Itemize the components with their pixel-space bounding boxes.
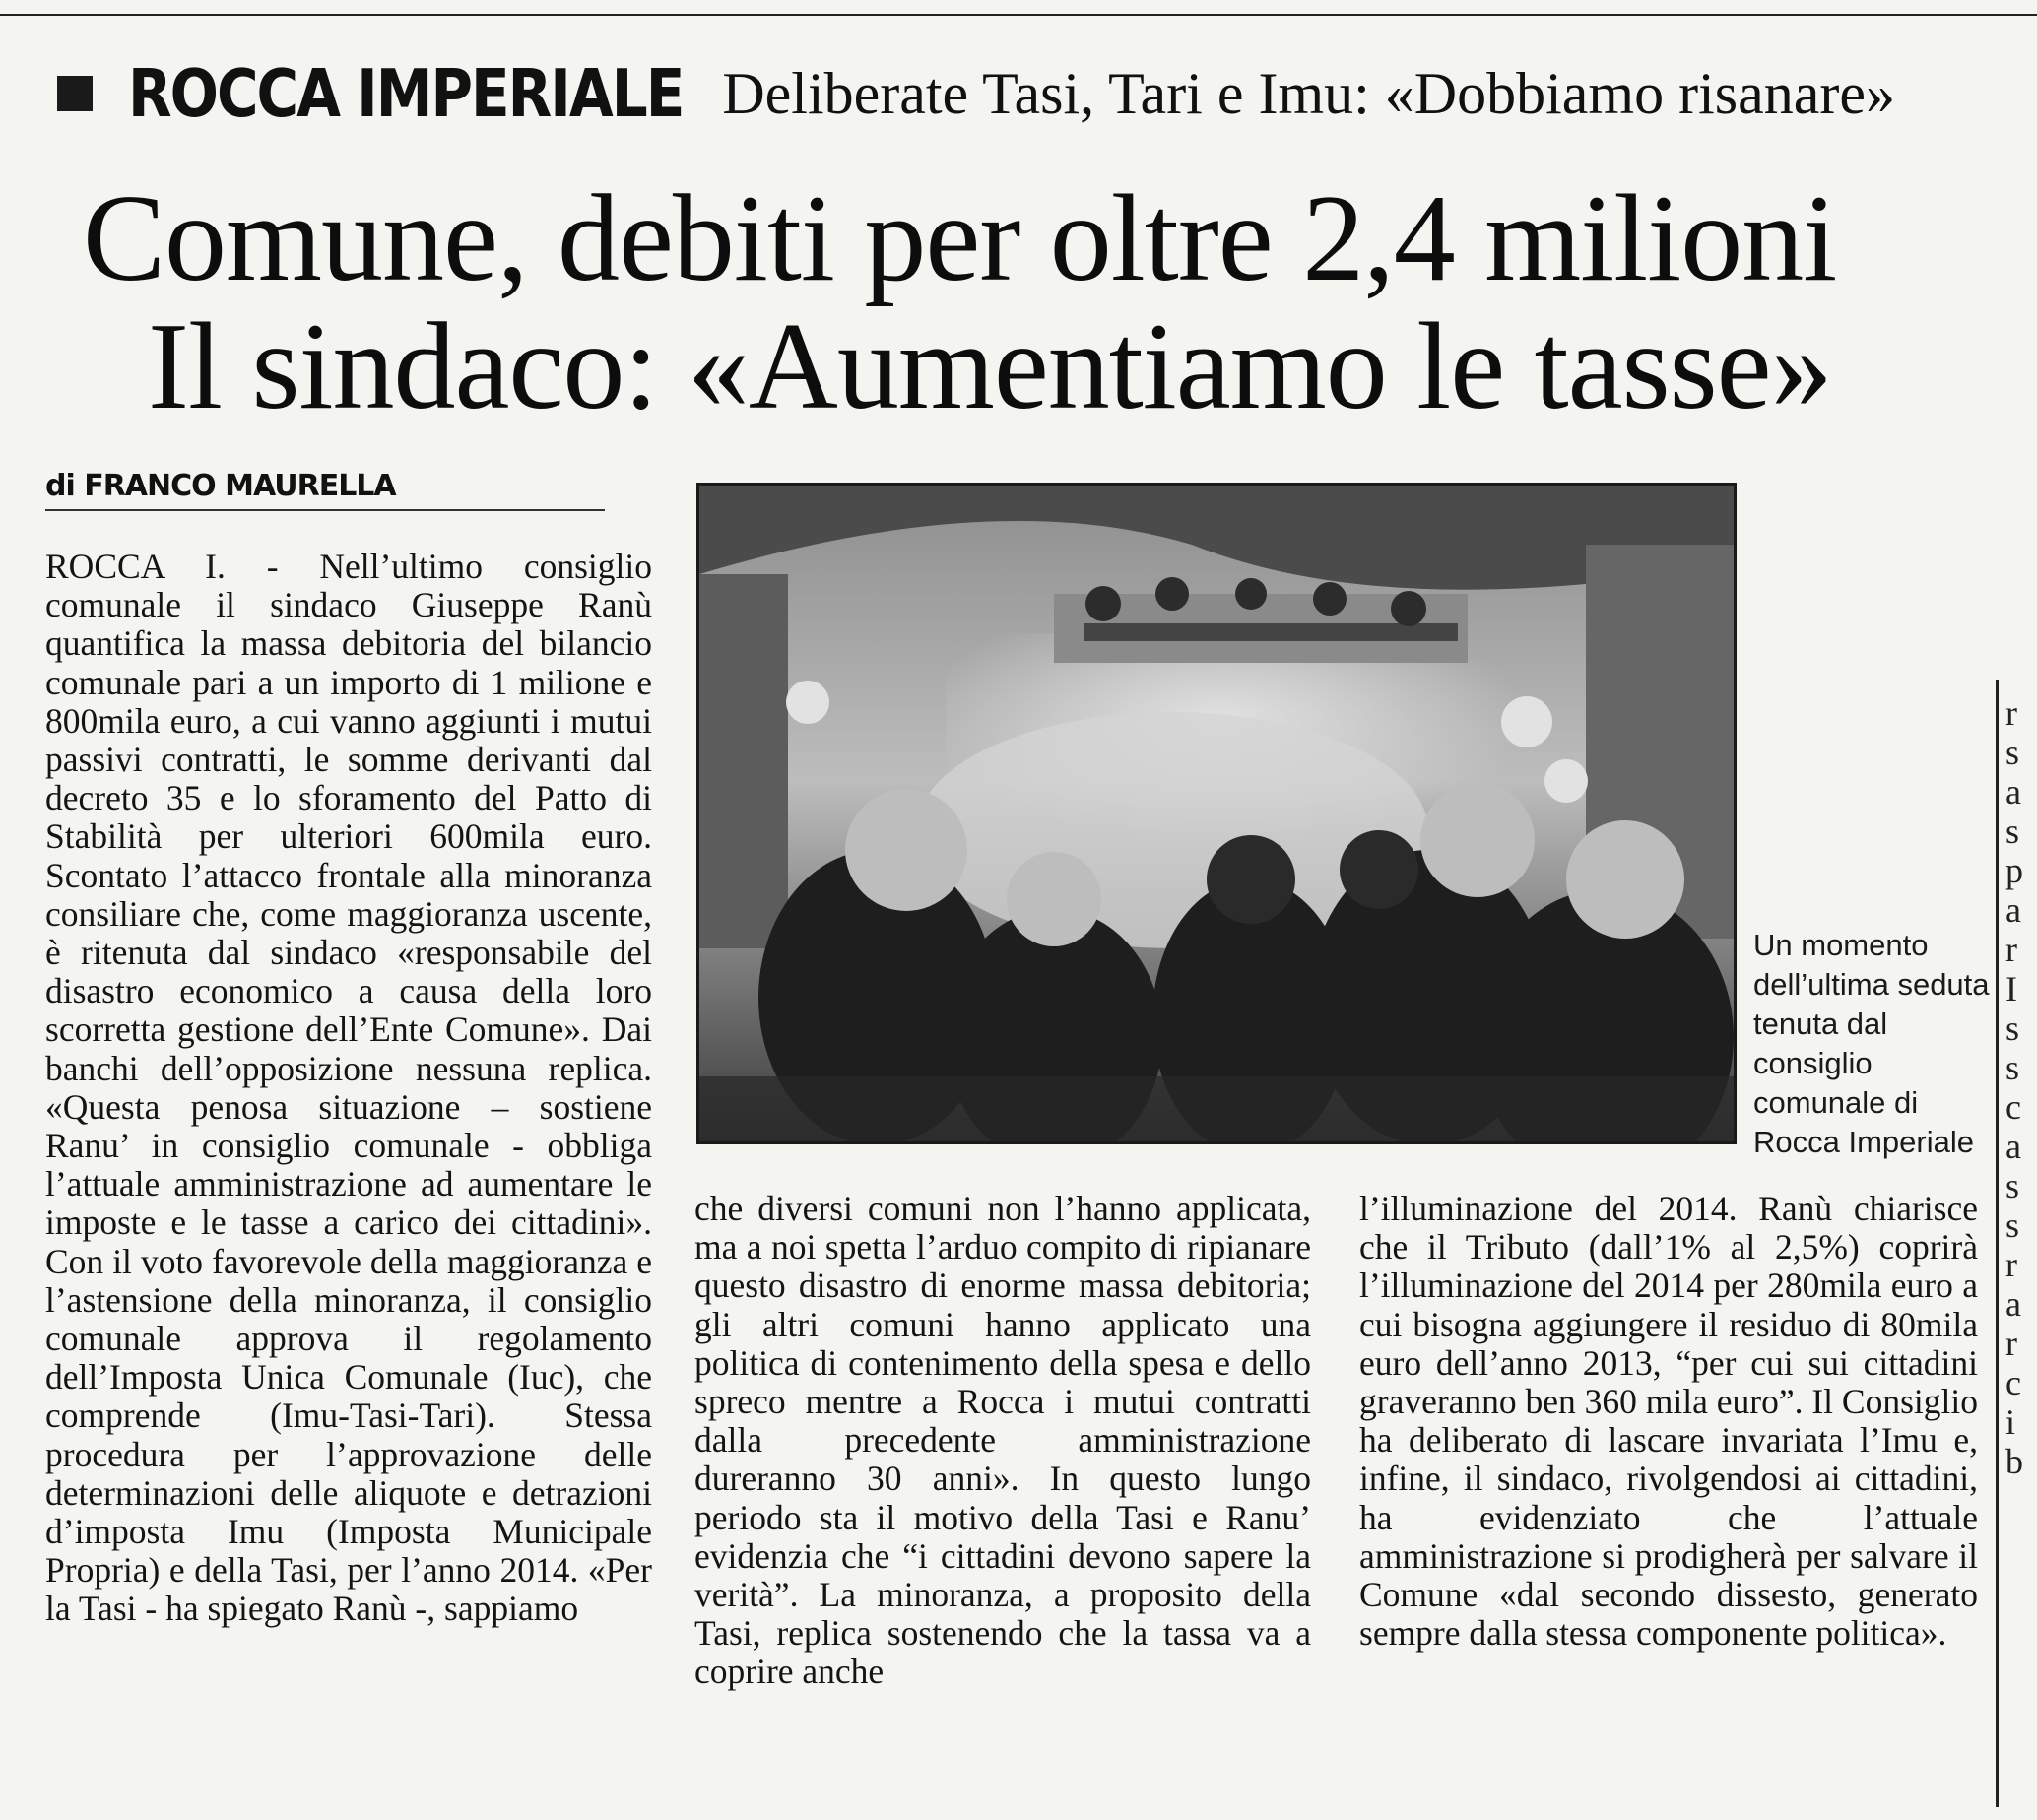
edge-letter: I	[2005, 969, 2017, 1008]
article-text: ROCCA I. - Nell’ultimo consiglio comunale il sindaco Giuseppe Ranù quantifica la massa debitoria del bilancio comunale pari a un importo di 1 milione e 800mila euro, a cui vanno aggiunti i mutui passivi contratti, le somme derivanti dal decreto 35 e lo sforamento del Patto di Stabilità per ulteriori 600mila euro. Scontato l’attacco frontale alla minoranza consiliare che, come maggioranza uscente, è ritenuta dal sindaco «responsabile del disastro economico a causa della loro scorretta gestione dell’Ente Comune». Dai banchi dell’opposizione nessuna replica. «Questa penosa situazione – sostiene Ranu’ in consiglio comunale - obbliga l’attuale amministrazione ad aumentare le imposte e le tasse a carico dei cittadini». Con il voto favorevole della maggioranza e l’astensione della minoranza, il consiglio comunale approva il regolamento dell’Imposta Unica Comunale (Iuc), che comprende (Imu-Tasi-Tari). Stessa procedura per l’approvazione delle determinazioni delle aliquote e detrazioni d’imposta Imu (Imposta Municipale Propria) e della Tasi, per l’anno 2014. «Per la Tasi - ha spiegato Ranù -, sappiamo	[45, 547, 652, 1629]
byline: di FRANCO MAURELLA	[45, 469, 605, 511]
column-divider	[1996, 680, 1999, 1807]
edge-letter: a	[2005, 890, 2021, 930]
article-column-1	[45, 548, 652, 1629]
edge-letter: a	[2005, 1284, 2021, 1324]
kicker	[57, 54, 1895, 133]
edge-letter: p	[2005, 851, 2023, 890]
edge-letter: b	[2005, 1442, 2023, 1481]
edge-letter: a	[2005, 772, 2021, 812]
article-text: che diversi comuni non l’hanno applicata, ma a noi spetta l’arduo compito di ripianare questo disastro di enorme massa debitoria; gli altri comuni hanno applicato una politica di contenimento della spesa e dello spreco mentre a Rocca i mutui contratti dalla precedente amministrazione dureranno 30 anni». In questo lungo periodo sta il motivo della Tasi e Ranu’ evidenzia che “i cittadini devono sapere la verità”. La minoranza, a proposito della Tasi, replica sostenendo che la tassa va a coprire anche	[694, 1189, 1311, 1692]
edge-letter: c	[2005, 1087, 2021, 1127]
edge-letter: s	[2005, 1205, 2020, 1245]
photo-caption: Un momento dell’ultima seduta tenuta dal consiglio comunale di Rocca Imperiale	[1753, 928, 1990, 1159]
council-meeting-photo	[699, 486, 1734, 1141]
edge-letter: s	[2005, 812, 2020, 851]
adjacent-article-fragment	[2005, 693, 2035, 1481]
edge-letter: a	[2005, 1127, 2021, 1166]
edge-letter: s	[2005, 1008, 2020, 1048]
headline-line-2: Il sindaco: «Aumentiamo le tasse»	[148, 298, 1832, 435]
article-column-2	[694, 1190, 1311, 1692]
headline-line-1: Comune, debiti per oltre 2,4 milioni	[83, 170, 1837, 307]
kicker-square-icon	[57, 76, 93, 111]
article-column-3	[1359, 1190, 1978, 1653]
edge-letter: c	[2005, 1363, 2021, 1402]
edge-letter: i	[2005, 1402, 2016, 1442]
photo	[696, 483, 1737, 1144]
top-rule	[0, 14, 2037, 16]
article-text: l’illuminazione del 2014. Ranù chiarisce che il Tributo (dall’1% al 2,5%) coprirà l’illuminazione del 2014 per 280mila euro a cui bisogna aggiungere il residuo di 80mila euro dell’anno 2013, “per cui sui cittadini graveranno ben 360 mila euro”. Il Consiglio ha deliberato di lascare invariata l’Imu e, infine, il sindaco, rivolgendosi ai cittadini, ha evidenziato che l’attuale amministrazione si prodigherà per salvare il Comune «dal secondo dissesto, generato sempre dalla stessa componente politica».	[1359, 1189, 1978, 1654]
edge-letter: r	[2005, 1245, 2017, 1284]
edge-letter: r	[2005, 1324, 2017, 1363]
kicker-text: Deliberate Tasi, Tari e Imu: «Dobbiamo risanare»	[722, 60, 1895, 126]
edge-letter: s	[2005, 1048, 2020, 1087]
edge-letter: s	[2005, 1166, 2020, 1205]
edge-letter: s	[2005, 733, 2020, 772]
edge-letter: r	[2005, 930, 2017, 969]
kicker-section: ROCCA IMPERIALE	[128, 54, 684, 133]
edge-letter: r	[2005, 693, 2017, 733]
